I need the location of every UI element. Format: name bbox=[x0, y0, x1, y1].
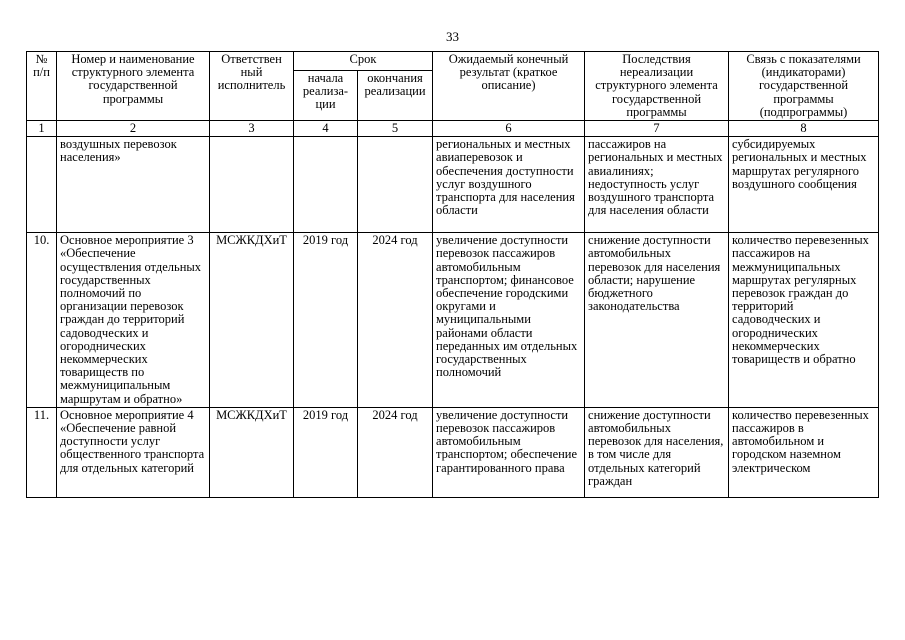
header-num: № п/п bbox=[27, 52, 57, 121]
row-consequences: снижение доступности автомобильных перевозок для населения области; нарушение бюджетного законодательства bbox=[585, 233, 729, 408]
row-executor bbox=[210, 137, 294, 233]
header-link: Связь с показателями (индикаторами) государственной программы (подпрограммы) bbox=[729, 52, 879, 121]
row-result: увеличение доступности перевозок пассажиров автомобильным транспортом; финансовое обеспечение городскими округами и муниципальными районами области переданных им отдельных государственных полномочий bbox=[433, 233, 585, 408]
column-number: 1 bbox=[27, 121, 57, 137]
header-result: Ожидаемый конечный результат (краткое описание) bbox=[433, 52, 585, 121]
row-consequences: пассажиров на региональных и местных авиалиниях; недоступность услуг воздушного транспорта для населения области bbox=[585, 137, 729, 233]
row-start bbox=[294, 137, 358, 233]
header-name: Номер и наименование структурного элемента государственной программы bbox=[57, 52, 210, 121]
column-number-row bbox=[27, 121, 879, 137]
table-row bbox=[27, 137, 879, 233]
row-link: количество перевезенных пассажиров в автомобильном и городском наземном электрическом bbox=[729, 407, 879, 497]
row-link: количество перевезенных пассажиров на межмуниципальных маршрутах регулярных перевозок граждан до территорий садоводческих и огороднических некоммерческих товариществ и обратно bbox=[729, 233, 879, 408]
header-consequences: Последствия нереализации структурного элемента государственной программы bbox=[585, 52, 729, 121]
column-number: 5 bbox=[358, 121, 433, 137]
table-row bbox=[27, 233, 879, 408]
header-term: Срок bbox=[294, 52, 433, 71]
page-number: 33 bbox=[446, 29, 459, 44]
program-table bbox=[26, 51, 879, 498]
row-end: 2024 год bbox=[358, 407, 433, 497]
row-link: субсидируемых региональных и местных маршрутах регулярного воздушного сообщения bbox=[729, 137, 879, 233]
column-number: 6 bbox=[433, 121, 585, 137]
column-number: 2 bbox=[57, 121, 210, 137]
row-executor: МСЖКДХиТ bbox=[210, 407, 294, 497]
header-row bbox=[27, 52, 879, 71]
row-name: Основное мероприятие 3 «Обеспечение осуществления отдельных государственных полномочий по организации перевозок граждан до территорий садоводческих и огороднических некоммерческих товариществ по межмуниципальным маршрутам и обратно» bbox=[57, 233, 210, 408]
row-num: 10. bbox=[27, 233, 57, 408]
header-term-end: окончания реализации bbox=[358, 71, 433, 121]
row-result: региональных и местных авиаперевозок и обеспечения доступности услуг воздушного транспорта для населения области bbox=[433, 137, 585, 233]
column-number: 7 bbox=[585, 121, 729, 137]
row-end bbox=[358, 137, 433, 233]
row-name: воздушных перевозок населения» bbox=[57, 137, 210, 233]
row-start: 2019 год bbox=[294, 233, 358, 408]
header-executor: Ответствен ный исполнитель bbox=[210, 52, 294, 121]
row-name: Основное мероприятие 4 «Обеспечение равной доступности услуг общественного транспорта для отдельных категорий bbox=[57, 407, 210, 497]
row-result: увеличение доступности перевозок пассажиров автомобильным транспортом; обеспечение гарантированного права bbox=[433, 407, 585, 497]
row-consequences: снижение доступности автомобильных перевозок для населения, в том числе для отдельных категорий граждан bbox=[585, 407, 729, 497]
column-number: 8 bbox=[729, 121, 879, 137]
row-num: 11. bbox=[27, 407, 57, 497]
header-term-start: начала реализа- ции bbox=[294, 71, 358, 121]
row-executor: МСЖКДХиТ bbox=[210, 233, 294, 408]
table-row bbox=[27, 407, 879, 497]
column-number: 4 bbox=[294, 121, 358, 137]
row-end: 2024 год bbox=[358, 233, 433, 408]
row-start: 2019 год bbox=[294, 407, 358, 497]
row-num bbox=[27, 137, 57, 233]
column-number: 3 bbox=[210, 121, 294, 137]
